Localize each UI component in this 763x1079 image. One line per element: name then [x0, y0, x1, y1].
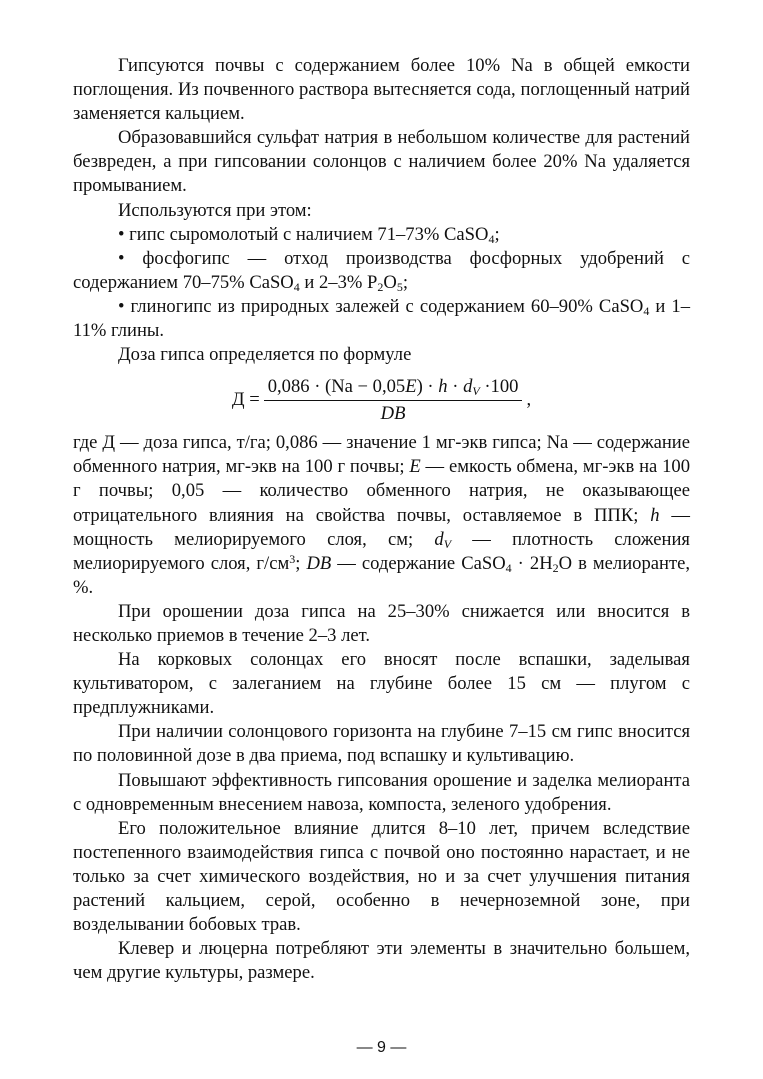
paragraph-used: Используются при этом: [118, 199, 312, 221]
paragraph-solonetz-horizon: При наличии солонцового горизонта на глубине 7–15 см гипс вносится по половинной дозе в два приема, под вспашку и культивацию. [73, 721, 690, 767]
paragraph-formula-legend: где Д — доза гипса, т/га; 0,086 — значение 1 мг-экв гипса; Na — содержание обменного натрия, мг-экв на 100 г почвы; E — емкость обмена, мг-экв на 100 г почвы; 0,05 — количество обменного натрия, не оказывающее отрицательного влияния на свойства почвы, оставляемое в ППК; h — мощность мелиорируемого слоя, см; $d_V$ — плотность сложения мелиорируемого слоя, $г/см^3$; DB — содержание CaSO$_4$ · $2H_2O$ в мелиоранте, %. [73, 432, 691, 598]
formula-trailing-comma: , [526, 389, 532, 411]
paragraph-gypsum-soils: Гипсуются почвы с содержанием более 10% Na в общей емкости поглощения. Из почвенного раствора вытесняется сода, поглощенный натрий заменяется кальцием. [73, 55, 690, 125]
formula-fraction [264, 376, 523, 425]
paragraph-sodium-sulfate: Образовавшийся сульфат натрия в небольшом количестве для растений безвреден, а при гипсовании солонцов с наличием более 20% Na удаляется промыванием. [73, 127, 690, 197]
formula-denominator: DB [380, 402, 406, 424]
paragraph-irrigation: При орошении доза гипса на 25–30% снижается или вносится в несколько приемов в течение 2–3 лет. [73, 600, 690, 646]
gypsum-dose-formula [73, 371, 690, 429]
page-number: — 9 — [356, 1039, 407, 1056]
bullet-phosphogypsum: • фосфогипс — отход производства фосфорных удобрений с содержанием 70–75% CaSO$_4$ и 2–3% $P_2O_5$; [73, 247, 690, 294]
paragraph-crust-solonetz: На корковых солонцах его вносят после вспашки, заделывая культиватором, с залеганием на глубине более 15 см — плугом с предплужниками. [73, 649, 690, 719]
paragraph-dose-formula-intro: Доза гипса определяется по формуле [118, 344, 412, 366]
bullet-clay-gypsum: • глиногипс из природных залежей с содержанием 60–90% CaSO$_4$ и 1–11% глины. [73, 295, 690, 342]
page-body [73, 54, 690, 985]
paragraph-efficiency: Повышают эффективность гипсования орошение и заделка мелиоранта с одновременным внесением навоза, компоста, зеленого удобрения. [73, 769, 690, 815]
paragraph-positive-effect: Его положительное влияние длится 8–10 лет, причем вследствие постепенного взаимодействия гипса с почвой оно постоянно нарастает, и не только за счет химического воздействия, но и за счет улучшения питания растений кальцием, серой, особенно в нечерноземной зоне, при возделывании бобовых трав. [73, 817, 690, 936]
paragraph-clover-alfalfa: Клевер и люцерна потребляют эти элементы в значительно большем, чем другие культуры, размере. [73, 938, 690, 984]
formula-numerator: $0,086 \cdot (Na - 0,05E) \cdot h \cdot d_V \cdot 100$ [264, 376, 523, 401]
formula-lhs: Д = [231, 389, 260, 411]
bullet-raw-gypsum: • гипс сыромолотый с наличием 71–73% CaSO$_4$; [118, 223, 500, 246]
